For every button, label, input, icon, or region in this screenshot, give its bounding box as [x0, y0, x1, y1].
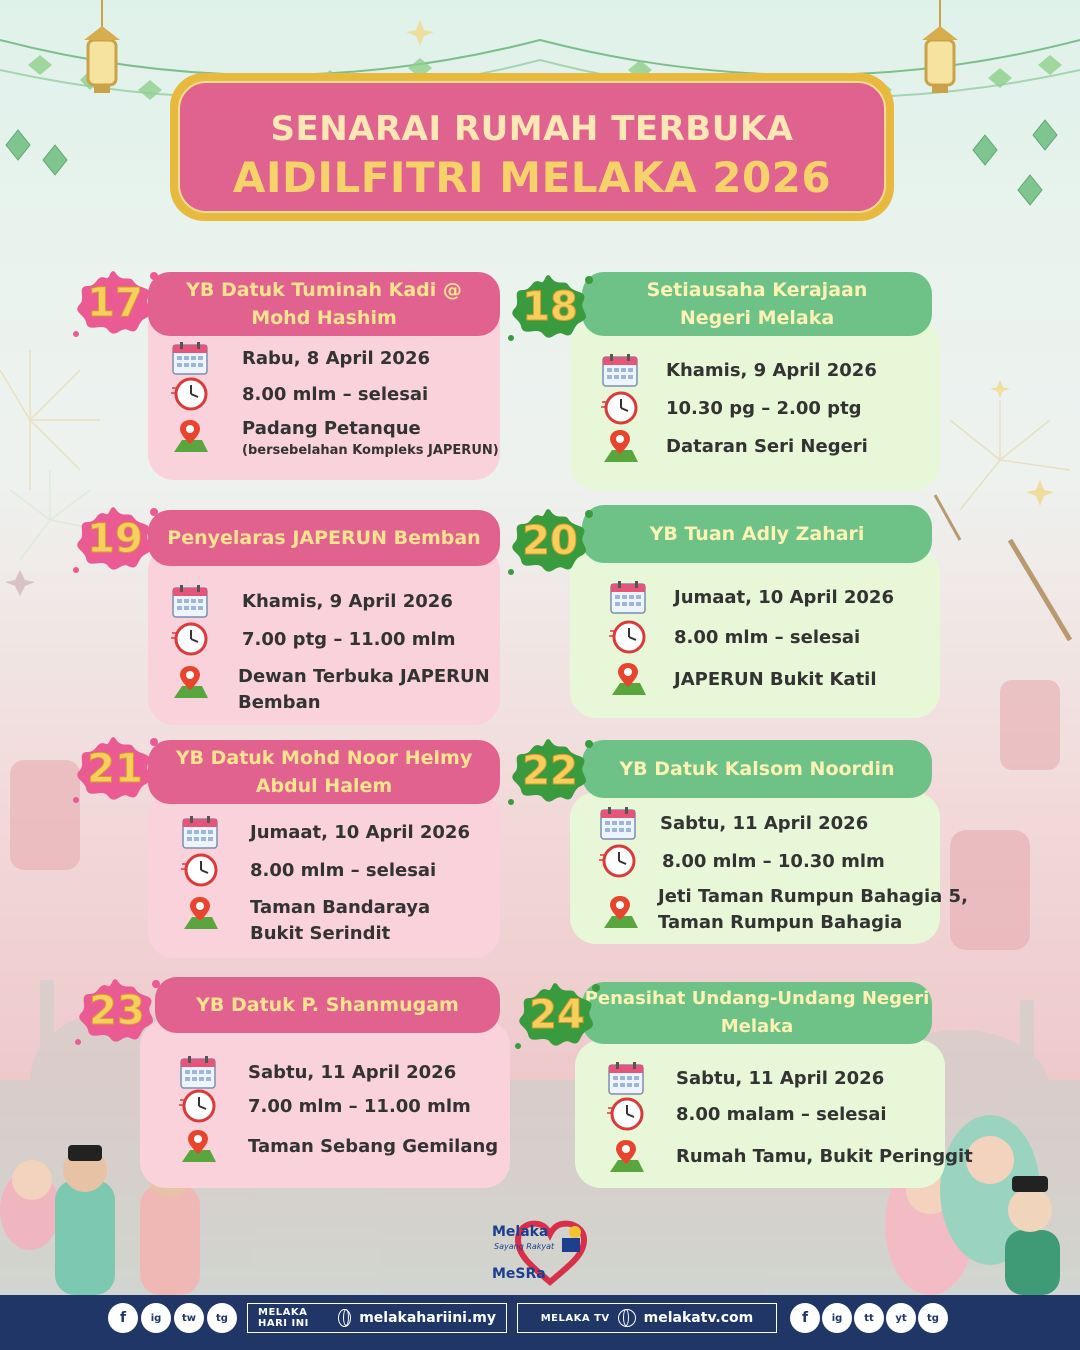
location-pin-icon: [600, 428, 640, 464]
event-location-row: [600, 428, 868, 464]
event-time: 7.00 mlm – 11.00 mlm: [248, 1095, 471, 1117]
event-host-line1: YB Datuk P. Shanmugam: [196, 994, 459, 1016]
event-location: Dataran Seri Negeri: [666, 435, 868, 457]
clock-icon: [178, 1088, 218, 1124]
page-title-line1: SENARAI RUMAH TERBUKA: [270, 109, 794, 149]
event-host-line1: Penasihat Undang-Undang Negeri: [584, 988, 930, 1009]
event-host-pill-20: [582, 505, 932, 563]
calendar-icon: [178, 1054, 218, 1090]
calendar-icon: [170, 340, 210, 376]
event-host-line1: YB Tuan Adly Zahari: [649, 523, 865, 545]
event-time: 8.00 mlm – 10.30 mlm: [662, 850, 885, 872]
event-date-row: [598, 805, 868, 841]
event-time: 8.00 malam – selesai: [676, 1103, 887, 1125]
event-time: 10.30 pg – 2.00 ptg: [666, 397, 862, 419]
lantern-icon: [84, 0, 120, 93]
event-host-line1: YB Datuk Tuminah Kadi @: [186, 279, 462, 301]
clock-icon: [600, 390, 640, 426]
event-host-line1: YB Datuk Kalsom Noordin: [619, 758, 895, 780]
event-number-22: 22: [522, 748, 578, 794]
event-date-row: [170, 340, 430, 376]
event-number-24: 24: [529, 992, 585, 1038]
clock-icon: [170, 621, 210, 657]
event-location-row: [170, 664, 490, 716]
event-location-line1: Padang Petanque: [242, 418, 421, 439]
footer-right-label: MELAKA TV: [540, 1312, 610, 1324]
event-date-row: [606, 1060, 884, 1096]
event-host-line1: Penyelaras JAPERUN Bemban: [167, 527, 481, 549]
event-host-line1: YB Datuk Mohd Noor Helmy: [175, 747, 473, 769]
event-location-row: [600, 884, 968, 936]
event-location-line1: Taman Bandaraya: [250, 897, 431, 918]
event-host-pill-21: [148, 740, 500, 804]
event-time-row: [608, 619, 860, 655]
event-time-row: [606, 1096, 887, 1132]
event-location: Taman Sebang Gemilang: [248, 1135, 499, 1157]
calendar-icon: [608, 579, 648, 615]
event-host-pill-18: [582, 272, 932, 336]
event-location-row: [608, 661, 877, 697]
event-host-pill-22: [582, 740, 932, 798]
event-number-23: 23: [89, 988, 145, 1034]
event-host-pill-19: [148, 510, 500, 566]
event-time-row: [178, 1088, 471, 1124]
youtube-icon[interactable]: yt: [886, 1303, 916, 1333]
event-number-19: 19: [87, 516, 143, 562]
event-location-line1: Dewan Terbuka JAPERUN: [238, 666, 490, 687]
event-location-row: [170, 418, 499, 458]
logo-line1: Melaka: [492, 1224, 549, 1240]
telegram-icon[interactable]: tg: [207, 1303, 237, 1333]
event-date: Khamis, 9 April 2026: [666, 359, 877, 381]
title-banner-inner: [178, 81, 886, 213]
event-time-row: [180, 852, 436, 888]
event-time-row: [598, 843, 885, 879]
clock-icon: [608, 619, 648, 655]
event-time: 8.00 mlm – selesai: [242, 383, 429, 405]
clock-icon: [606, 1096, 646, 1132]
event-number-20: 20: [522, 518, 578, 564]
event-host-pill-24: [582, 982, 932, 1044]
event-number-17: 17: [87, 280, 143, 326]
event-location: Rumah Tamu, Bukit Peringgit: [676, 1145, 973, 1167]
event-location: [250, 895, 430, 947]
instagram-icon[interactable]: ig: [822, 1303, 852, 1333]
event-time-row: [170, 621, 455, 657]
event-location: [242, 418, 499, 458]
event-location: [658, 884, 968, 936]
location-pin-icon: [180, 895, 220, 931]
calendar-icon: [180, 814, 220, 850]
event-date: Sabtu, 11 April 2026: [676, 1067, 885, 1089]
event-number-18: 18: [522, 284, 578, 330]
event-date-row: [600, 352, 877, 388]
event-date: Rabu, 8 April 2026: [242, 347, 430, 369]
event-date: Khamis, 9 April 2026: [242, 590, 453, 612]
event-date-row: [170, 583, 453, 619]
instagram-icon[interactable]: ig: [141, 1303, 171, 1333]
event-location-note: (bersebelahan Kompleks JAPERUN): [242, 443, 499, 458]
location-pin-icon: [608, 661, 648, 697]
event-time: 8.00 mlm – selesai: [250, 859, 437, 881]
event-location: [238, 664, 490, 716]
location-pin-icon: [600, 894, 640, 930]
event-location-row: [178, 1128, 498, 1164]
location-pin-icon: [170, 664, 210, 700]
melakatv-link[interactable]: [517, 1303, 777, 1333]
logo-line3: MeSRa: [492, 1266, 546, 1282]
globe-icon: [618, 1309, 636, 1327]
event-date: Jumaat, 10 April 2026: [250, 821, 470, 843]
event-date: Jumaat, 10 April 2026: [674, 586, 894, 608]
event-location: JAPERUN Bukit Katil: [674, 668, 877, 690]
event-time-row: [600, 390, 862, 426]
event-date-row: [178, 1054, 456, 1090]
tiktok-icon[interactable]: tt: [854, 1303, 884, 1333]
telegram-icon[interactable]: tg: [918, 1303, 948, 1333]
event-location-row: [180, 895, 430, 947]
event-host-line2: Mohd Hashim: [251, 307, 397, 329]
event-location-line2: Bemban: [238, 692, 321, 713]
title-banner: [170, 73, 894, 221]
melaka-sayang-rakyat-logo: [490, 1210, 600, 1290]
event-date: Sabtu, 11 April 2026: [660, 812, 869, 834]
location-pin-icon: [178, 1128, 218, 1164]
event-host-line2: Abdul Halem: [255, 775, 393, 797]
calendar-icon: [600, 352, 640, 388]
event-date-row: [608, 579, 894, 615]
footer-left-url: melakahariini.my: [359, 1310, 496, 1326]
calendar-icon: [170, 583, 210, 619]
clock-icon: [170, 376, 210, 412]
logo-line2: Sayang Rakyat: [494, 1242, 555, 1251]
facebook-icon[interactable]: f: [790, 1303, 820, 1333]
event-location-line2: Bukit Serindit: [250, 923, 391, 944]
event-time: 8.00 mlm – selesai: [674, 626, 861, 648]
event-host-line1: Setiausaha Kerajaan: [646, 279, 868, 301]
clock-icon: [598, 843, 638, 879]
clock-icon: [180, 852, 220, 888]
event-time-row: [170, 376, 428, 412]
event-host-pill-23: [155, 977, 500, 1033]
location-pin-icon: [606, 1138, 646, 1174]
event-number-21: 21: [87, 746, 143, 792]
melakahariini-link[interactable]: [247, 1303, 507, 1333]
event-host-line2: Melaka: [720, 1016, 794, 1037]
event-location-line2: Taman Rumpun Bahagia: [658, 912, 903, 933]
globe-icon: [338, 1309, 351, 1327]
facebook-icon[interactable]: f: [108, 1303, 138, 1333]
event-host-pill-17: [148, 272, 500, 336]
event-date: Sabtu, 11 April 2026: [248, 1061, 457, 1083]
event-location-row: [606, 1138, 973, 1174]
twitter-icon[interactable]: tw: [174, 1303, 204, 1333]
event-date-row: [180, 814, 470, 850]
location-pin-icon: [170, 418, 210, 454]
page-title-line2: AIDILFITRI MELAKA 2026: [232, 153, 832, 202]
footer-right-url: melakatv.com: [643, 1310, 754, 1326]
calendar-icon: [598, 805, 638, 841]
event-time: 7.00 ptg – 11.00 mlm: [242, 628, 456, 650]
calendar-icon: [606, 1060, 646, 1096]
event-location-line1: Jeti Taman Rumpun Bahagia 5,: [658, 886, 968, 907]
event-host-line2: Negeri Melaka: [679, 307, 835, 329]
footer-left-label: MELAKA HARI INI: [258, 1307, 309, 1329]
